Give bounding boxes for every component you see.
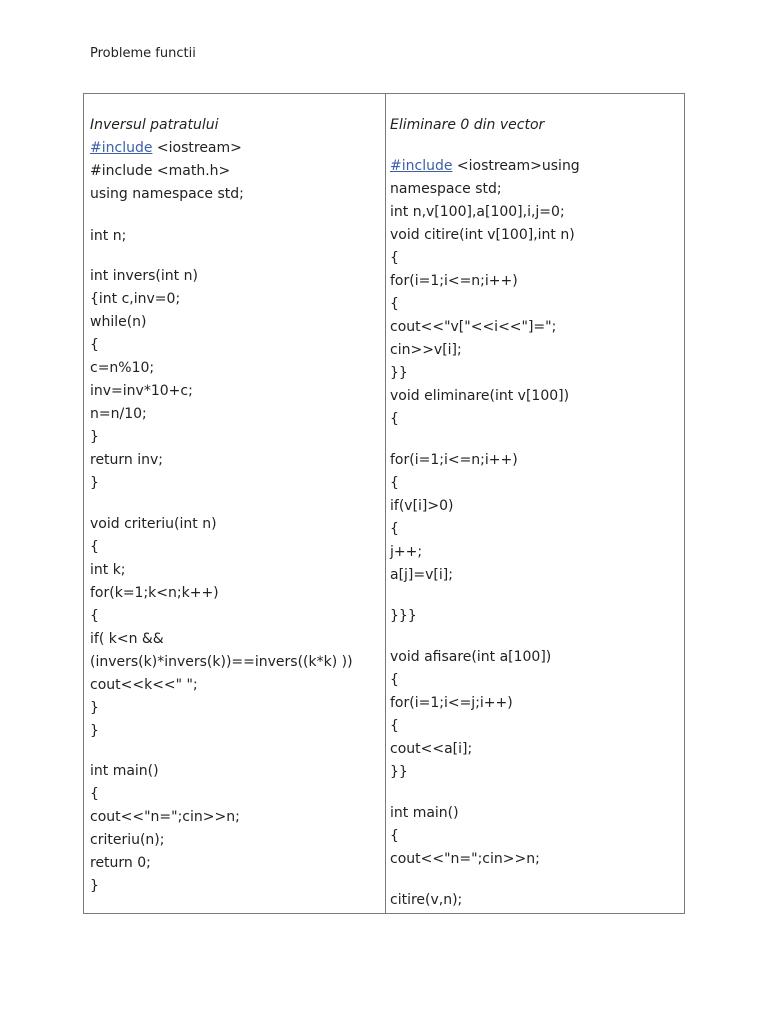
- code-line: j++;: [390, 544, 423, 560]
- code-line: {: [390, 250, 399, 266]
- code-line: for(i=1;i<=j;i++): [390, 695, 513, 711]
- code-line: if(v[i]>0): [390, 498, 454, 514]
- code-line: int main(): [90, 763, 159, 779]
- code-line: (invers(k)*invers(k))==invers((k*k) )): [90, 654, 353, 670]
- code-line: {: [390, 718, 399, 734]
- code-line: c=n%10;: [90, 360, 155, 376]
- code-line: void afisare(int a[100]): [390, 649, 552, 665]
- code-line: while(n): [90, 314, 147, 330]
- left-include-line: [90, 137, 242, 160]
- code-line: }: [90, 429, 99, 445]
- code-line: for(k=1;k<n;k++): [90, 585, 219, 601]
- code-line: using namespace std;: [90, 186, 244, 202]
- code-line: int invers(int n): [90, 268, 198, 284]
- code-line: #include <math.h>: [90, 163, 231, 179]
- code-line: cout<<"n=";cin>>n;: [90, 809, 240, 825]
- code-line: if( k<n &&: [90, 631, 164, 647]
- code-line: for(i=1;i<=n;i++): [390, 452, 518, 468]
- code-line: cout<<a[i];: [390, 741, 473, 757]
- code-line: }: [90, 475, 99, 491]
- code-line: cout<<"n=";cin>>n;: [390, 851, 540, 867]
- code-line: for(i=1;i<=n;i++): [390, 273, 518, 289]
- code-line: int main(): [390, 805, 459, 821]
- code-line: a[j]=v[i];: [390, 567, 453, 583]
- code-line: }}: [390, 764, 408, 780]
- code-line: inv=inv*10+c;: [90, 383, 193, 399]
- code-line: {: [90, 608, 99, 624]
- code-line: int n;: [90, 228, 127, 244]
- code-line: cout<<k<<" ";: [90, 677, 198, 693]
- document-title: Probleme functii: [90, 46, 196, 61]
- code-line: }}: [390, 365, 408, 381]
- left-title: Inversul patratului: [90, 117, 219, 133]
- code-line: {: [90, 539, 99, 555]
- code-line: {: [90, 786, 99, 802]
- code-line: citire(v,n);: [390, 892, 463, 908]
- code-line: int k;: [90, 562, 126, 578]
- right-title: Eliminare 0 din vector: [390, 117, 545, 133]
- code-line: }: [90, 878, 99, 894]
- code-line: void eliminare(int v[100]): [390, 388, 570, 404]
- code-line: cout<<"v["<<i<<"]=";: [390, 319, 557, 335]
- code-line: {: [390, 411, 399, 427]
- code-table: [83, 93, 685, 914]
- code-line: criteriu(n);: [90, 832, 165, 848]
- code-line: {: [390, 475, 399, 491]
- code-line: n=n/10;: [90, 406, 147, 422]
- code-line: {: [390, 828, 399, 844]
- right-include-line: [390, 155, 580, 178]
- code-line: {: [390, 521, 399, 537]
- include-link[interactable]: #include: [390, 158, 453, 174]
- code-line: int n,v[100],a[100],i,j=0;: [390, 204, 565, 220]
- code-line: return 0;: [90, 855, 151, 871]
- code-line: namespace std;: [390, 181, 502, 197]
- include-link[interactable]: #include: [90, 140, 153, 156]
- code-line: void citire(int v[100],int n): [390, 227, 575, 243]
- code-line: cin>>v[i];: [390, 342, 462, 358]
- code-line: }: [90, 723, 99, 739]
- column-divider: [385, 94, 386, 913]
- code-line: return inv;: [90, 452, 164, 468]
- code-line: void criteriu(int n): [90, 516, 217, 532]
- code-line: }: [90, 700, 99, 716]
- left-include-text: <iostream>: [152, 140, 242, 156]
- code-line: {: [390, 296, 399, 312]
- code-line: }}}: [390, 608, 417, 624]
- code-line: {: [390, 672, 399, 688]
- code-line: {: [90, 337, 99, 353]
- code-line: {int c,inv=0;: [90, 291, 181, 307]
- right-include-text: <iostream>using: [452, 158, 580, 174]
